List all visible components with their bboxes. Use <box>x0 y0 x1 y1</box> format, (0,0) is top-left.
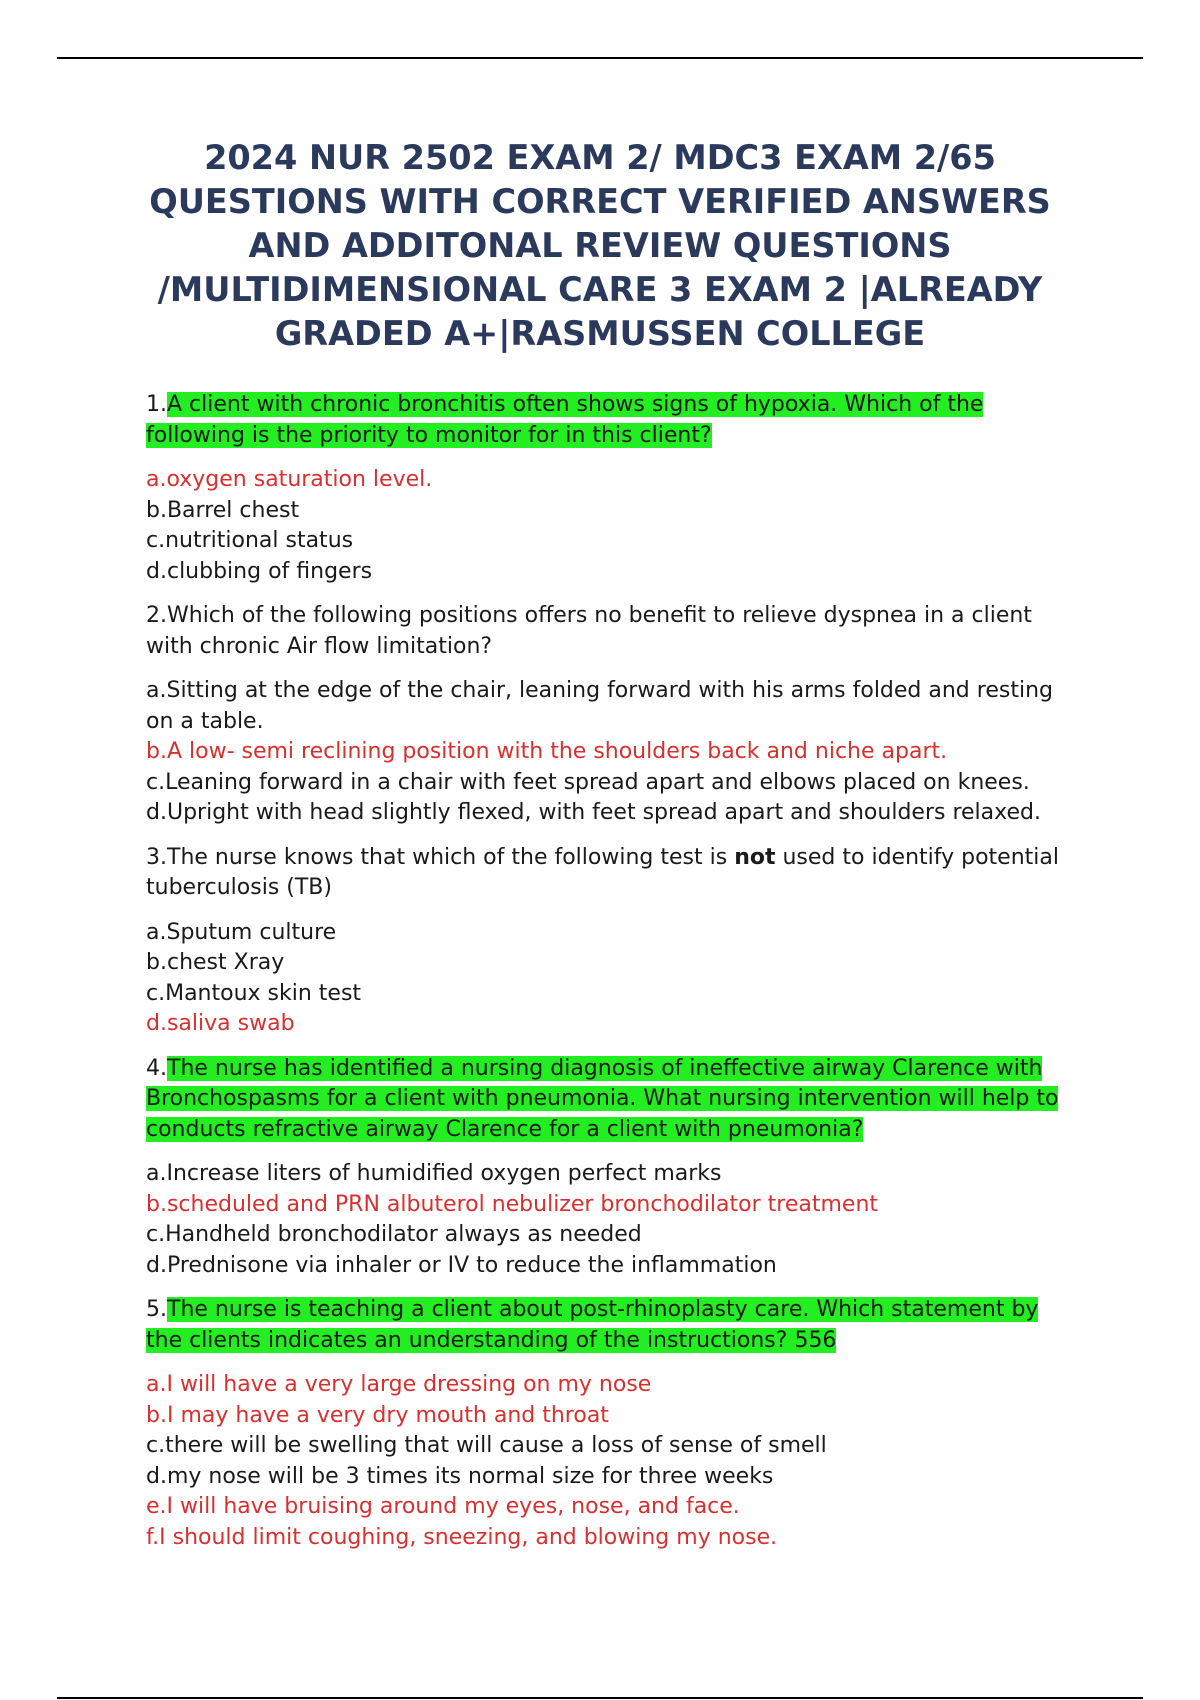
option <box>146 1159 1076 1190</box>
question-5 <box>146 1295 1076 1356</box>
options-list <box>146 465 1076 587</box>
option-text: my nose will be 3 times its normal size for three weeks <box>166 1463 774 1489</box>
option-text: Barrel chest <box>166 497 300 523</box>
options-list <box>146 918 1076 1040</box>
option-text: nutritional status <box>165 528 354 553</box>
option-text: Prednisone via inhaler or IV to reduce the inflammation <box>166 1252 777 1278</box>
option-letter: b. <box>146 739 167 764</box>
bottom-rule <box>57 1697 1143 1699</box>
option-text: scheduled and PRN albuterol nebulizer bronchodilator treatment <box>166 1191 879 1217</box>
option-letter: d. <box>146 1463 167 1489</box>
option-correct <box>146 1190 1076 1221</box>
option-letter: b. <box>146 950 167 975</box>
option-letter: e. <box>146 1494 167 1519</box>
option-correct <box>146 1523 1076 1554</box>
question-number: 1. <box>146 392 167 417</box>
option <box>146 768 1076 799</box>
option-text: I should limit coughing, sneezing, and blowing my nose. <box>159 1524 778 1550</box>
option-correct <box>146 465 1076 496</box>
option <box>146 798 1076 829</box>
option-text: A low- semi reclining position with the shoulders back and niche apart. <box>166 739 948 764</box>
option-text: chest Xray <box>166 950 285 975</box>
question-text: The nurse has identified a nursing diagnosis of ineffective airway Clarence with Bronchospasms for a client with pneumonia. What nursing intervention will help to conducts refractive airway Clarence for a client with pneumonia? <box>146 1055 1059 1142</box>
question-1 <box>146 390 1076 451</box>
question-list <box>146 390 1076 1567</box>
option-letter: a. <box>146 678 167 703</box>
option <box>146 496 1076 527</box>
question-text: The nurse is teaching a client about post-rhinoplasty care. Which statement by the clients indicates an understanding of the instructions? 556 <box>146 1297 1039 1353</box>
option-letter: c. <box>146 528 166 553</box>
question-number: 4. <box>146 1055 167 1081</box>
option-text: saliva swab <box>166 1011 295 1036</box>
options-list <box>146 1159 1076 1281</box>
question-3 <box>146 843 1076 904</box>
question-text: Which of the following positions offers no benefit to relieve dyspnea in a client with chronic Air flow limitation? <box>146 603 1032 659</box>
option-text: Mantoux skin test <box>165 980 362 1006</box>
option <box>146 1251 1076 1282</box>
question-2 <box>146 601 1076 662</box>
question-number: 2. <box>146 603 167 628</box>
option-text: oxygen saturation level. <box>166 467 433 492</box>
option-text: there will be swelling that will cause a loss of sense of smell <box>165 1433 827 1458</box>
question-text-before: The nurse knows that which of the following test is <box>167 844 735 870</box>
question-text-emphasis: not <box>734 844 776 870</box>
question-number: 3. <box>146 844 167 870</box>
option-letter: c. <box>146 769 166 795</box>
option-correct <box>146 1009 1076 1040</box>
question-text: A client with chronic bronchitis often shows signs of hypoxia. Which of the following is the priority to monitor for in this client? <box>146 392 984 448</box>
option-text: I may have a very dry mouth and throat <box>166 1402 609 1428</box>
option-text: I will have a very large dressing on my nose <box>166 1372 652 1397</box>
option-correct <box>146 1492 1076 1523</box>
option-letter: a. <box>146 919 167 945</box>
option-letter: f. <box>146 1524 160 1550</box>
question-4 <box>146 1054 1076 1146</box>
top-rule <box>57 57 1143 59</box>
option-text: I will have bruising around my eyes, nose, and face. <box>166 1494 740 1519</box>
option-letter: a. <box>146 1372 167 1397</box>
option <box>146 948 1076 979</box>
options-list <box>146 676 1076 829</box>
option-letter: a. <box>146 1161 167 1186</box>
option-letter: a. <box>146 467 167 492</box>
document-title: 2024 NUR 2502 EXAM 2/ MDC3 EXAM 2/65 QUESTIONS WITH CORRECT VERIFIED ANSWERS AND ADDITONAL REVIEW QUESTIONS /MULTIDIMENSIONAL CARE 3 EXAM 2 |ALREADY GRADED A+|RASMUSSEN COLLEGE <box>149 138 1051 353</box>
option-correct <box>146 1370 1076 1401</box>
option <box>146 557 1076 588</box>
option-text: clubbing of fingers <box>166 558 373 584</box>
option <box>146 979 1076 1010</box>
question-text-after: used to identify potential tuberculosis (TB) <box>146 844 1059 900</box>
option <box>146 526 1076 557</box>
option-letter: c. <box>146 1222 166 1247</box>
option-text: Handheld bronchodilator always as needed <box>165 1222 642 1247</box>
option-text: Sitting at the edge of the chair, leaning forward with his arms folded and resting on a table. <box>146 678 1053 734</box>
option-text: Sputum culture <box>166 919 337 945</box>
option-letter: d. <box>146 558 167 584</box>
option <box>146 1220 1076 1251</box>
option-letter: b. <box>146 497 167 523</box>
option-letter: b. <box>146 1402 167 1428</box>
option <box>146 918 1076 949</box>
question-number: 5. <box>146 1297 167 1322</box>
option-letter: d. <box>146 1252 167 1278</box>
option-correct <box>146 737 1076 768</box>
option-text: Increase liters of humidified oxygen perfect marks <box>166 1161 722 1186</box>
option-text: Leaning forward in a chair with feet spread apart and elbows placed on knees. <box>165 769 1030 795</box>
option-letter: c. <box>146 980 166 1006</box>
option-letter: c. <box>146 1433 166 1458</box>
option <box>146 1431 1076 1462</box>
option <box>146 1462 1076 1493</box>
options-list <box>146 1370 1076 1553</box>
option-letter: b. <box>146 1191 167 1217</box>
option-letter: d. <box>146 800 167 825</box>
option <box>146 676 1076 737</box>
option-correct <box>146 1401 1076 1432</box>
option-text: Upright with head slightly flexed, with feet spread apart and shoulders relaxed. <box>166 800 1041 825</box>
option-letter: d. <box>146 1011 167 1036</box>
